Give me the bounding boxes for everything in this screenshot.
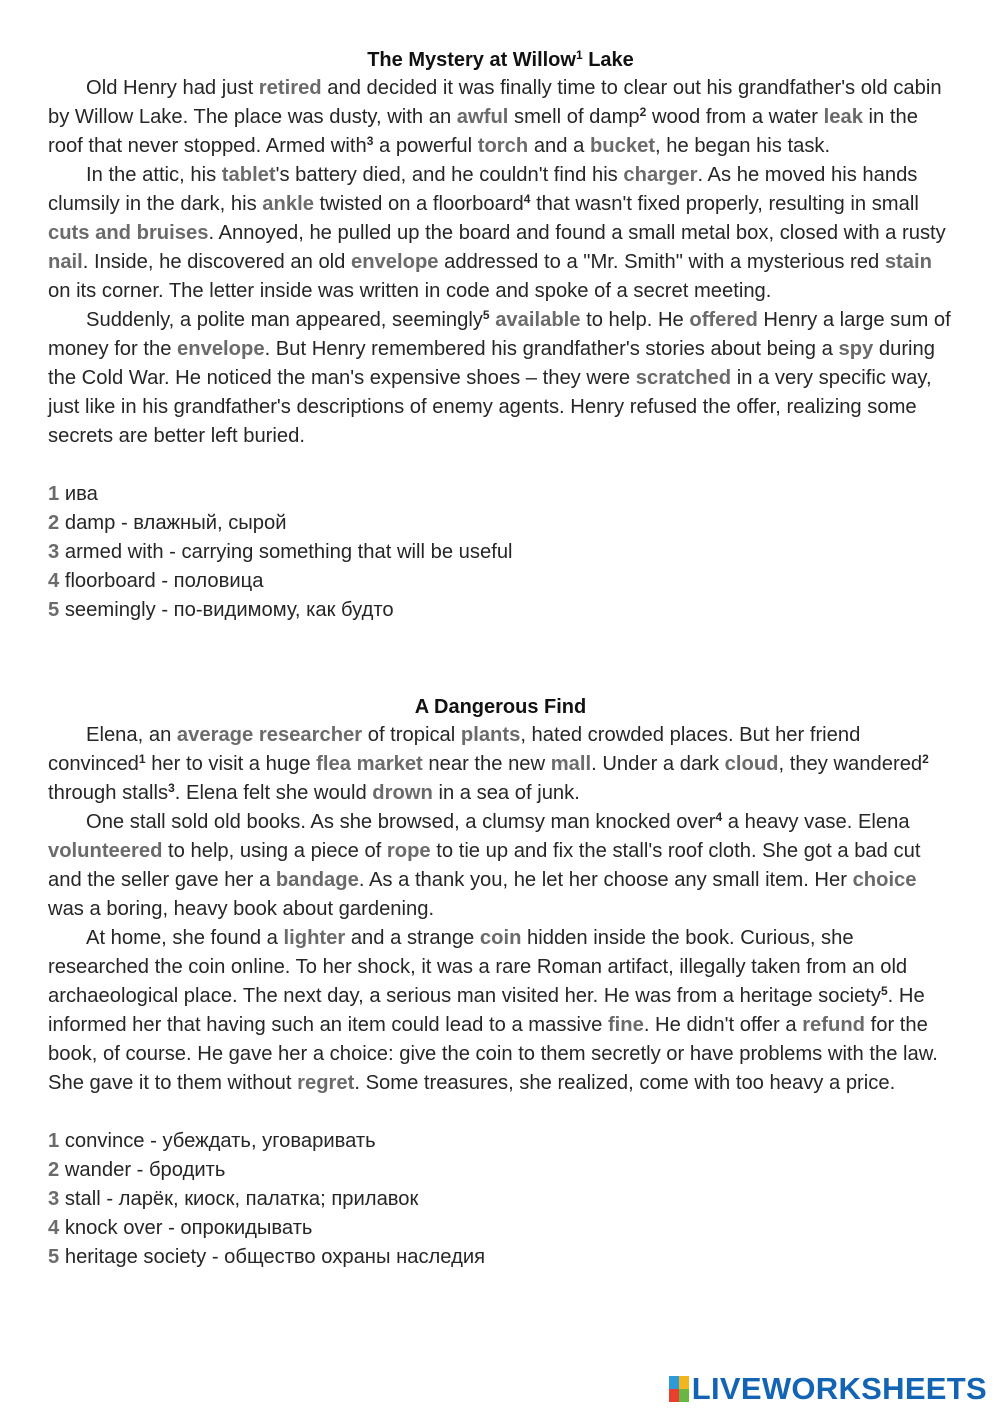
- text-run: near the new: [422, 753, 551, 775]
- text-run: smell of damp: [508, 106, 640, 128]
- text-run: to help. He: [580, 309, 690, 331]
- liveworksheets-logo[interactable]: [669, 1372, 987, 1406]
- logo-square-green: [679, 1389, 689, 1402]
- vocab-word: cloud: [724, 753, 779, 775]
- vocab-word: ankle: [262, 193, 314, 215]
- vocab-word: fine: [607, 1014, 644, 1036]
- text-run: At home, she found a: [86, 927, 284, 949]
- vocab-word: spy: [838, 338, 874, 360]
- text-run: Henry a large sum of money for the: [48, 309, 951, 360]
- footnote-ref: 5: [880, 984, 888, 998]
- text-run: during the Cold War. He noticed the man's expensive shoes – they were: [48, 338, 935, 389]
- text-run: In the attic, his: [86, 164, 222, 186]
- text-run: . Some treasures, she realized, come with too heavy a price.: [354, 1072, 896, 1094]
- vocab-word: cuts and bruises: [48, 222, 209, 244]
- text-run: in a very specific way, just like in his grandfather's descriptions of enemy agents. Henry refused the offer, realizing some secrets are better left buried.: [48, 367, 932, 447]
- vocab-word: coin: [479, 927, 522, 949]
- story2-body: [48, 721, 953, 1098]
- vocab-word: stain: [884, 251, 932, 273]
- text-run: Old Henry had just: [86, 77, 259, 99]
- glossary-number: 3: [48, 1188, 60, 1210]
- text-run: , hated crowded places. But her friend convinced: [48, 724, 861, 775]
- glossary-item: [48, 1214, 953, 1243]
- logo-square-blue: [669, 1376, 679, 1389]
- text-run: in the roof that never stopped. Armed with: [48, 106, 918, 157]
- text-run: that wasn't fixed properly, resulting in small: [530, 193, 919, 215]
- text-run: Elena, an: [86, 724, 177, 746]
- vocab-word: envelope: [351, 251, 439, 273]
- text-run: . As a thank you, he let her choose any small item. Her: [358, 869, 853, 891]
- footnote-ref: 5: [482, 308, 490, 322]
- glossary-text: heritage society - общество охраны наследия: [59, 1246, 486, 1268]
- story2-title: A Dangerous Find: [414, 696, 587, 718]
- glossary-text: wander - бродить: [59, 1159, 226, 1181]
- text-run: a heavy vase. Elena: [722, 811, 910, 833]
- vocab-word: charger: [623, 164, 698, 186]
- story1-paragraph-3: [48, 306, 953, 451]
- glossary-number: 4: [48, 1217, 60, 1239]
- story1-body: [48, 74, 953, 451]
- text-run: . He didn't offer a: [643, 1014, 803, 1036]
- vocab-word: awful: [456, 106, 509, 128]
- glossary-number: 1: [48, 1130, 60, 1152]
- glossary-item: [48, 596, 953, 625]
- glossary-number: 1: [48, 483, 60, 505]
- glossary-text: stall - ларёк, киоск, палатка; прилавок: [59, 1188, 419, 1210]
- logo-square-yellow: [679, 1376, 689, 1389]
- vocab-word: lighter: [283, 927, 346, 949]
- text-run: on its corner. The letter inside was written in code and spoke of a secret meeting.: [48, 280, 772, 302]
- text-run: Suddenly, a polite man appeared, seemingly: [86, 309, 483, 331]
- vocab-word: regret: [297, 1072, 355, 1094]
- vocab-word: drown: [372, 782, 433, 804]
- footnote-ref: 2: [639, 105, 647, 119]
- vocab-word: average researcher: [176, 724, 363, 746]
- text-run: . Inside, he discovered an old: [82, 251, 351, 273]
- footnote-ref: 3: [366, 134, 374, 148]
- text-run: and decided it was finally time to clear out his grandfather's old cabin by Willow Lake. The place was dusty, with an: [48, 77, 942, 128]
- glossary-item: [48, 538, 953, 567]
- glossary-text: damp - влажный, сырой: [59, 512, 287, 534]
- text-run: 's battery died, and he couldn't find his: [275, 164, 624, 186]
- footnote-ref: 2: [922, 752, 929, 766]
- story1-paragraph-1: [48, 74, 953, 161]
- glossary-number: 2: [48, 1159, 60, 1181]
- text-run: was a boring, heavy book about gardening.: [48, 898, 435, 920]
- text-run: wood from a water: [646, 106, 824, 128]
- vocab-word: mall: [550, 753, 592, 775]
- glossary-item: [48, 567, 953, 596]
- text-run: and a: [528, 135, 590, 157]
- glossary-number: 4: [48, 570, 60, 592]
- text-run: of tropical: [362, 724, 461, 746]
- text-run: . Under a dark: [591, 753, 725, 775]
- text-run: to help, using a piece of: [162, 840, 387, 862]
- worksheet-page: [48, 46, 953, 1272]
- text-run: . But Henry remembered his grandfather's stories about being a: [264, 338, 839, 360]
- text-run: . He informed her that having such an item could lead to a massive: [48, 985, 925, 1036]
- liveworksheets-logo-icon: [669, 1376, 689, 1402]
- text-run: hidden inside the book. Curious, she researched the coin online. To her shock, it was a rare Roman artifact, illegally taken from an old archaeological place. The next day, a serious man visited her. He was from a heritage society: [48, 927, 908, 1007]
- glossary-text: floorboard - половица: [59, 570, 264, 592]
- glossary-item: [48, 509, 953, 538]
- vocab-word: plants: [460, 724, 521, 746]
- vocab-word: choice: [852, 869, 917, 891]
- glossary-number: 5: [48, 1246, 60, 1268]
- text-run: a powerful: [373, 135, 478, 157]
- text-run: , he began his task.: [655, 135, 831, 157]
- story2-paragraph-2: [48, 808, 953, 924]
- vocab-word: available: [495, 309, 581, 331]
- vocab-word: tablet: [221, 164, 276, 186]
- text-run: for the book, of course. He gave her a choice: give the coin to them secretly or have problems with the law. She gave it to them without: [48, 1014, 938, 1094]
- vocab-word: offered: [689, 309, 758, 331]
- footnote-ref: 3: [168, 781, 175, 795]
- text-run: . As he moved his hands clumsily in the dark, his: [48, 164, 918, 215]
- text-run: , they wandered: [778, 753, 923, 775]
- text-run: . Elena felt she would: [174, 782, 373, 804]
- liveworksheets-wordmark: LIVEWORKSHEETS: [691, 1371, 987, 1406]
- text-run: through stalls: [48, 782, 169, 804]
- glossary-text: armed with - carrying something that will be useful: [59, 541, 513, 563]
- glossary-text: ива: [59, 483, 98, 505]
- story2-glossary: [48, 1127, 953, 1272]
- glossary-item: [48, 1243, 953, 1272]
- vocab-word: bucket: [589, 135, 656, 157]
- footnote-ref: 1: [138, 752, 146, 766]
- vocab-word: refund: [802, 1014, 866, 1036]
- text-run: twisted on a floorboard: [313, 193, 524, 215]
- vocab-word: retired: [258, 77, 322, 99]
- text-run: to tie up and fix the stall's roof cloth. She got a bad cut and the seller gave her a: [48, 840, 921, 891]
- logo-square-red: [669, 1389, 679, 1402]
- vocab-word: flea market: [316, 753, 423, 775]
- glossary-text: knock over - опрокидывать: [59, 1217, 313, 1239]
- text-run: in a sea of junk.: [432, 782, 580, 804]
- footnote-ref: 4: [523, 192, 531, 206]
- story2-paragraph-3: [48, 924, 953, 1098]
- glossary-number: 2: [48, 512, 60, 534]
- vocab-word: rope: [386, 840, 431, 862]
- story1-glossary: [48, 480, 953, 625]
- glossary-item: [48, 1127, 953, 1156]
- glossary-item: [48, 480, 953, 509]
- glossary-item: [48, 1156, 953, 1185]
- text-run: her to visit a huge: [145, 753, 317, 775]
- vocab-word: envelope: [177, 338, 265, 360]
- text-run: One stall sold old books. As she browsed, a clumsy man knocked over: [86, 811, 716, 833]
- vocab-word: scratched: [635, 367, 732, 389]
- story2-paragraph-1: [48, 721, 953, 808]
- glossary-text: convince - убеждать, уговаривать: [59, 1130, 376, 1152]
- text-run: addressed to a "Mr. Smith" with a mysterious red: [438, 251, 885, 273]
- story1-paragraph-2: [48, 161, 953, 306]
- glossary-item: [48, 1185, 953, 1214]
- vocab-word: leak: [823, 106, 863, 128]
- story1-title: The Mystery at Willow$^1$ Lake: [367, 48, 634, 71]
- vocab-word: bandage: [275, 869, 359, 891]
- glossary-number: 5: [48, 599, 60, 621]
- text-run: and a strange: [345, 927, 480, 949]
- vocab-word: volunteered: [48, 840, 163, 862]
- vocab-word: torch: [477, 135, 529, 157]
- footnote-ref: 4: [715, 810, 723, 824]
- text-run: . Annoyed, he pulled up the board and found a small metal box, closed with a rusty: [208, 222, 946, 244]
- glossary-text: seemingly - по-видимому, как будто: [59, 599, 394, 621]
- vocab-word: nail: [48, 251, 83, 273]
- glossary-number: 3: [48, 541, 60, 563]
